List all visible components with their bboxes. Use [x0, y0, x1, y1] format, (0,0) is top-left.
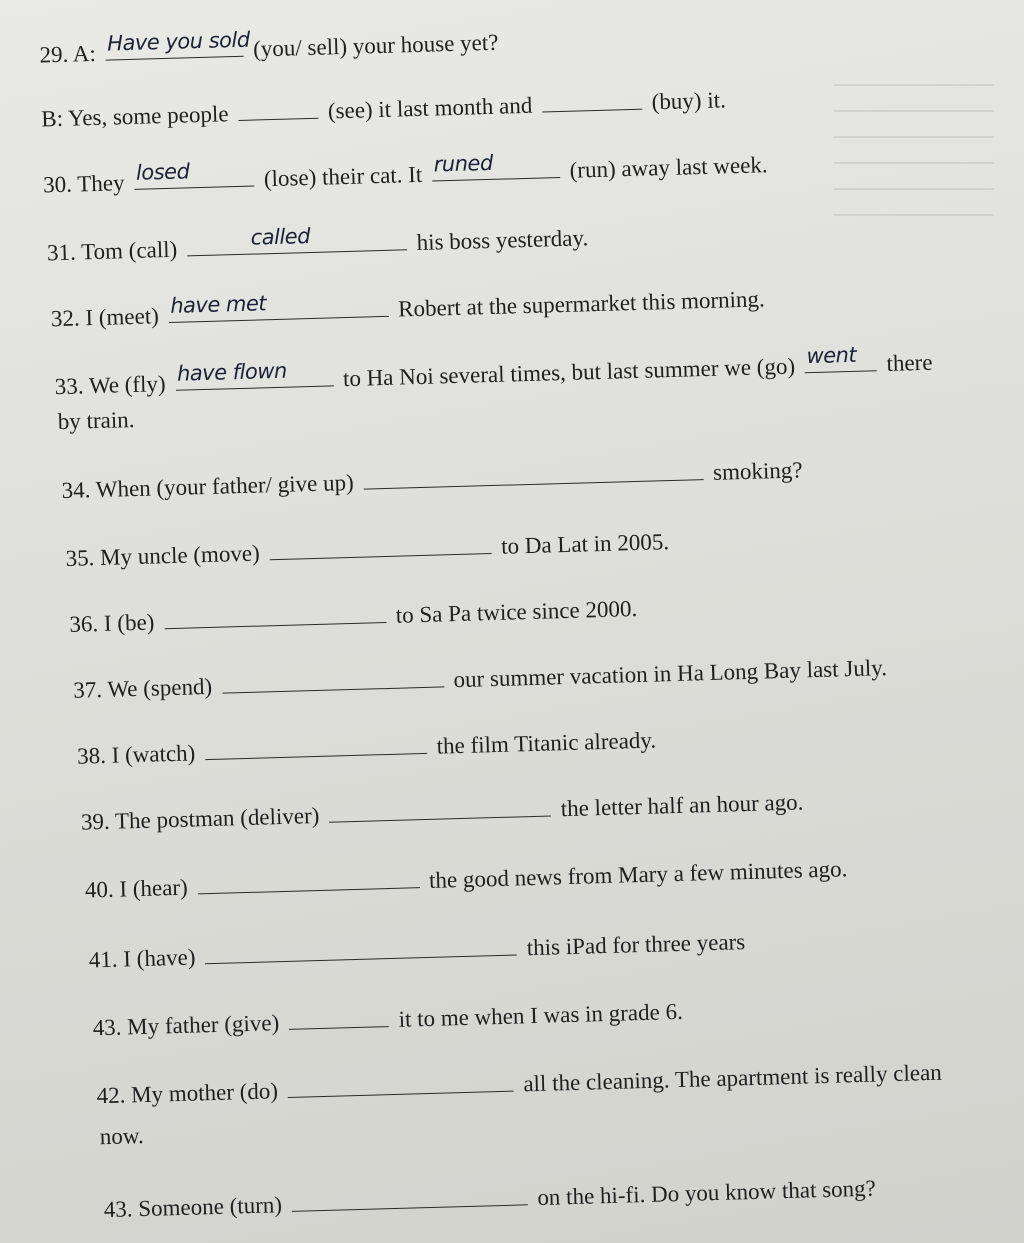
item-text: to Da Lat in 2005.	[500, 529, 670, 559]
item-text: this iPad for three years	[526, 929, 746, 961]
item-text: 39. The postman (deliver)	[80, 802, 320, 835]
answer-blank[interactable]	[804, 344, 877, 373]
answer-blank[interactable]	[204, 727, 427, 760]
answer-blank[interactable]	[186, 223, 407, 256]
item-39	[80, 782, 803, 837]
answer-blank[interactable]	[197, 861, 420, 894]
item-text: our summer vacation in Ha Long Bay last July.	[453, 655, 888, 693]
answer-blank[interactable]	[287, 1065, 514, 1098]
item-37	[73, 648, 888, 706]
item-text: his boss yesterday.	[416, 225, 589, 256]
item-29	[39, 23, 499, 71]
handwritten-answer: runed	[433, 150, 494, 177]
item-text: Robert at the supermarket this morning.	[397, 286, 766, 322]
item-text: to Ha Noi several times, but last summer we (go)	[342, 353, 796, 392]
item-text: the letter half an hour ago.	[560, 789, 804, 822]
item-41	[88, 922, 745, 975]
item-text: 32. I (meet)	[50, 303, 160, 332]
item-33	[54, 343, 933, 403]
item-text: by train.	[57, 406, 135, 435]
item-31	[47, 218, 589, 268]
handwritten-answer: losed	[135, 159, 190, 185]
answer-blank[interactable]	[291, 1178, 528, 1212]
answer-blank[interactable]	[105, 27, 250, 61]
item-text: 41. I (have)	[88, 944, 196, 973]
item-text: there	[886, 349, 933, 376]
answer-blank[interactable]	[269, 527, 492, 560]
handwritten-answer: called	[250, 223, 311, 250]
item-text: (you/ sell) your house yet?	[252, 29, 499, 62]
item-text: 36. I (be)	[69, 609, 155, 637]
handwritten-answer: have flown	[176, 358, 288, 386]
item-text: 31. Tom (call)	[46, 236, 178, 266]
item-text: 43. My father (give)	[92, 1010, 280, 1041]
item-text: smoking?	[712, 457, 803, 485]
item-text: 37. We (spend)	[72, 673, 213, 703]
item-43-second	[103, 1169, 876, 1226]
item-text: 38. I (watch)	[76, 740, 196, 769]
item-36	[69, 589, 638, 640]
answer-blank[interactable]	[329, 789, 552, 822]
item-text: the film Titanic already.	[436, 727, 657, 759]
answer-blank[interactable]	[363, 453, 704, 489]
item-42	[96, 1053, 942, 1112]
handwritten-answer: Have you sold	[106, 27, 250, 56]
item-text: 43. Someone (turn)	[103, 1192, 283, 1223]
item-43-first	[92, 992, 683, 1043]
item-32	[50, 279, 765, 334]
item-text: 33. We (fly)	[54, 371, 166, 400]
item-text: B: Yes, some people	[40, 101, 229, 132]
item-40	[84, 849, 847, 905]
answer-blank[interactable]	[164, 596, 387, 629]
answer-blank[interactable]	[221, 660, 444, 693]
item-35	[65, 522, 669, 574]
answer-blank[interactable]	[288, 1000, 389, 1030]
exercise-page	[20, 0, 1024, 1243]
answer-blank[interactable]	[541, 83, 642, 113]
handwritten-answer: have met	[169, 291, 267, 318]
answer-blank[interactable]	[134, 160, 255, 190]
item-34	[61, 450, 803, 506]
item-text: on the hi-fi. Do you know that song?	[537, 1175, 877, 1211]
item-text: (buy) it.	[651, 87, 727, 115]
item-29b	[41, 80, 726, 134]
answer-blank[interactable]	[431, 151, 560, 182]
item-text: (lose) their cat. It	[263, 161, 423, 192]
answer-blank[interactable]	[168, 290, 389, 323]
item-30	[43, 145, 768, 200]
item-text: 29. A:	[39, 40, 97, 68]
item-text: the good news from Mary a few minutes ago.	[428, 856, 848, 893]
answer-blank[interactable]	[175, 359, 334, 390]
handwritten-answer: went	[806, 342, 857, 369]
answer-blank[interactable]	[238, 92, 319, 121]
item-text: 40. I (hear)	[84, 874, 188, 903]
answer-blank[interactable]	[205, 928, 518, 964]
item-text: 35. My uncle (move)	[65, 540, 261, 571]
item-42-continued	[99, 1121, 144, 1152]
item-38	[77, 721, 657, 772]
item-text: (see) it last month and	[327, 92, 533, 124]
item-text: now.	[99, 1122, 144, 1150]
item-text: 42. My mother (do)	[96, 1078, 279, 1109]
item-text: to Sa Pa twice since 2000.	[395, 596, 638, 628]
item-text: 30. They	[42, 170, 125, 198]
item-text: it to me when I was in grade 6.	[398, 998, 684, 1032]
item-33-continued	[57, 405, 134, 437]
item-text: 34. When (your father/ give up)	[61, 469, 355, 504]
item-text: all the cleaning. The apartment is really clean	[523, 1059, 943, 1097]
item-text: (run) away last week.	[569, 152, 768, 183]
